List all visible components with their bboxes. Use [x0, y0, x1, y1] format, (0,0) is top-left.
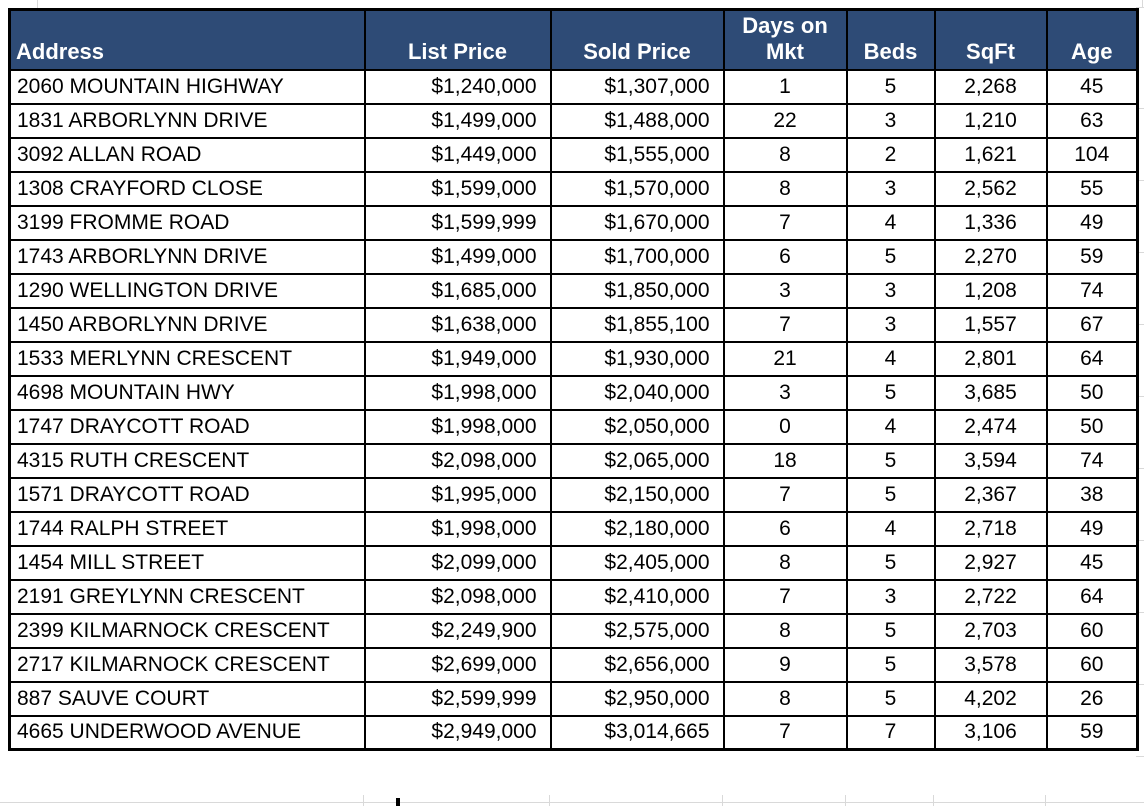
cell-address[interactable]: 887 SAUVE COURT [10, 682, 365, 716]
cell-beds[interactable]: 3 [847, 308, 935, 342]
cell-sold_price[interactable]: $2,410,000 [551, 580, 724, 614]
cell-list_price[interactable]: $1,499,000 [365, 104, 551, 138]
cell-days_on_mkt[interactable]: 18 [724, 444, 847, 478]
cell-days_on_mkt[interactable]: 9 [724, 648, 847, 682]
table-row [10, 104, 1138, 138]
spreadsheet-gridline [722, 795, 723, 806]
cell-list_price[interactable]: $1,998,000 [365, 376, 551, 410]
cell-age[interactable]: 64 [1047, 342, 1138, 376]
table-row [10, 308, 1138, 342]
cell-beds[interactable]: 5 [847, 648, 935, 682]
cell-sqft[interactable]: 3,106 [935, 716, 1047, 750]
cell-list_price[interactable]: $1,449,000 [365, 138, 551, 172]
cell-list_price[interactable]: $2,949,000 [365, 716, 551, 750]
cell-days_on_mkt[interactable]: 8 [724, 682, 847, 716]
cell-age[interactable]: 49 [1047, 206, 1138, 240]
cell-sold_price[interactable]: $1,307,000 [551, 70, 724, 104]
cell-sqft[interactable]: 3,594 [935, 444, 1047, 478]
cell-beds[interactable]: 5 [847, 546, 935, 580]
cell-list_price[interactable]: $2,098,000 [365, 580, 551, 614]
cell-beds[interactable]: 3 [847, 172, 935, 206]
cell-beds[interactable]: 5 [847, 376, 935, 410]
cell-days_on_mkt[interactable]: 8 [724, 138, 847, 172]
table-row [10, 342, 1138, 376]
cell-beds[interactable]: 5 [847, 682, 935, 716]
cell-age[interactable]: 59 [1047, 240, 1138, 274]
table-row [10, 512, 1138, 546]
cell-sold_price[interactable]: $1,670,000 [551, 206, 724, 240]
cell-sqft[interactable]: 2,722 [935, 580, 1047, 614]
cell-age[interactable]: 50 [1047, 376, 1138, 410]
cell-list_price[interactable]: $1,995,000 [365, 478, 551, 512]
cell-sqft[interactable]: 2,268 [935, 70, 1047, 104]
cell-age[interactable]: 60 [1047, 648, 1138, 682]
sold-listings-table [8, 8, 1139, 751]
column-header-address[interactable]: Address [10, 10, 365, 70]
cell-address[interactable]: 1290 WELLINGTON DRIVE [10, 274, 365, 308]
cell-age[interactable]: 45 [1047, 546, 1138, 580]
column-header-sold-price[interactable]: Sold Price [551, 10, 724, 70]
cell-list_price[interactable]: $2,599,999 [365, 682, 551, 716]
table-row [10, 70, 1138, 104]
cell-sqft[interactable]: 1,336 [935, 206, 1047, 240]
cell-address[interactable]: 1533 MERLYNN CRESCENT [10, 342, 365, 376]
cell-sqft[interactable]: 2,474 [935, 410, 1047, 444]
cell-beds[interactable]: 2 [847, 138, 935, 172]
cell-address[interactable]: 2399 KILMARNOCK CRESCENT [10, 614, 365, 648]
cell-list_price[interactable]: $1,998,000 [365, 410, 551, 444]
cell-address[interactable]: 1454 MILL STREET [10, 546, 365, 580]
table-row [10, 410, 1138, 444]
table-row [10, 240, 1138, 274]
cell-age[interactable]: 64 [1047, 580, 1138, 614]
cell-beds[interactable]: 4 [847, 410, 935, 444]
table-row [10, 648, 1138, 682]
cell-days_on_mkt[interactable]: 7 [724, 478, 847, 512]
cell-days_on_mkt[interactable]: 3 [724, 376, 847, 410]
cell-days_on_mkt[interactable]: 7 [724, 716, 847, 750]
cell-sold_price[interactable]: $2,150,000 [551, 478, 724, 512]
cell-days_on_mkt[interactable]: 21 [724, 342, 847, 376]
table-row [10, 274, 1138, 308]
table-body [10, 70, 1138, 750]
column-header-beds[interactable]: Beds [847, 10, 935, 70]
cell-beds[interactable]: 3 [847, 104, 935, 138]
cell-sqft[interactable]: 2,703 [935, 614, 1047, 648]
cell-age[interactable]: 60 [1047, 614, 1138, 648]
cell-age[interactable]: 38 [1047, 478, 1138, 512]
cell-age[interactable]: 49 [1047, 512, 1138, 546]
cell-address[interactable]: 1831 ARBORLYNN DRIVE [10, 104, 365, 138]
cell-address[interactable]: 1308 CRAYFORD CLOSE [10, 172, 365, 206]
cell-list_price[interactable]: $1,240,000 [365, 70, 551, 104]
cell-list_price[interactable]: $2,699,000 [365, 648, 551, 682]
cell-beds[interactable]: 5 [847, 444, 935, 478]
cell-days_on_mkt[interactable]: 22 [724, 104, 847, 138]
cell-age[interactable]: 50 [1047, 410, 1138, 444]
cell-address[interactable]: 4665 UNDERWOOD AVENUE [10, 716, 365, 750]
spreadsheet-gridline [845, 795, 846, 806]
cell-sqft[interactable]: 2,562 [935, 172, 1047, 206]
table-row [10, 682, 1138, 716]
cell-days_on_mkt[interactable]: 3 [724, 274, 847, 308]
cell-sold_price[interactable]: $3,014,665 [551, 716, 724, 750]
table-row [10, 444, 1138, 478]
spreadsheet-gridline [37, 0, 38, 8]
cell-sqft[interactable]: 1,621 [935, 138, 1047, 172]
cell-sqft[interactable]: 2,718 [935, 512, 1047, 546]
cell-sold_price[interactable]: $2,575,000 [551, 614, 724, 648]
cell-sold_price[interactable]: $1,850,000 [551, 274, 724, 308]
table-row [10, 716, 1138, 750]
cell-sold_price[interactable]: $1,488,000 [551, 104, 724, 138]
cell-sold_price[interactable]: $2,065,000 [551, 444, 724, 478]
cell-list_price[interactable]: $1,599,999 [365, 206, 551, 240]
cell-beds[interactable]: 7 [847, 716, 935, 750]
cell-list_price[interactable]: $1,998,000 [365, 512, 551, 546]
cell-sqft[interactable]: 1,557 [935, 308, 1047, 342]
cell-days_on_mkt[interactable]: 0 [724, 410, 847, 444]
cell-sqft[interactable]: 3,578 [935, 648, 1047, 682]
table-row [10, 206, 1138, 240]
cell-sold_price[interactable]: $2,180,000 [551, 512, 724, 546]
header-row [10, 10, 1138, 70]
table-row [10, 614, 1138, 648]
cell-address[interactable]: 2060 MOUNTAIN HIGHWAY [10, 70, 365, 104]
table-row [10, 172, 1138, 206]
partial-cell-mark [396, 798, 400, 806]
spreadsheet-gridline [933, 795, 934, 806]
table-row [10, 546, 1138, 580]
cell-age[interactable]: 55 [1047, 172, 1138, 206]
cell-days_on_mkt[interactable]: 7 [724, 580, 847, 614]
cell-days_on_mkt[interactable]: 8 [724, 546, 847, 580]
cell-sqft[interactable]: 4,202 [935, 682, 1047, 716]
cell-sold_price[interactable]: $2,405,000 [551, 546, 724, 580]
column-header-list-price[interactable]: List Price [365, 10, 551, 70]
cell-age[interactable]: 59 [1047, 716, 1138, 750]
cell-address[interactable]: 2717 KILMARNOCK CRESCENT [10, 648, 365, 682]
cell-sold_price[interactable]: $1,700,000 [551, 240, 724, 274]
cell-list_price[interactable]: $2,098,000 [365, 444, 551, 478]
cell-sold_price[interactable]: $2,656,000 [551, 648, 724, 682]
cell-list_price[interactable]: $1,499,000 [365, 240, 551, 274]
cell-address[interactable]: 3199 FROMME ROAD [10, 206, 365, 240]
cell-list_price[interactable]: $1,949,000 [365, 342, 551, 376]
cell-beds[interactable]: 4 [847, 512, 935, 546]
cell-address[interactable]: 4315 RUTH CRESCENT [10, 444, 365, 478]
cell-sold_price[interactable]: $1,570,000 [551, 172, 724, 206]
cell-age[interactable]: 104 [1047, 138, 1138, 172]
cell-address[interactable]: 1571 DRAYCOTT ROAD [10, 478, 365, 512]
cell-sqft[interactable]: 2,270 [935, 240, 1047, 274]
cell-list_price[interactable]: $1,599,000 [365, 172, 551, 206]
cell-list_price[interactable]: $2,099,000 [365, 546, 551, 580]
table-row [10, 138, 1138, 172]
cell-address[interactable]: 1743 ARBORLYNN DRIVE [10, 240, 365, 274]
spreadsheet-gridline [363, 795, 364, 806]
cell-sqft[interactable]: 2,927 [935, 546, 1047, 580]
table-row [10, 478, 1138, 512]
cell-beds[interactable]: 3 [847, 580, 935, 614]
table-row [10, 580, 1138, 614]
table-row [10, 376, 1138, 410]
cell-sold_price[interactable]: $1,555,000 [551, 138, 724, 172]
spreadsheet-gridline [549, 795, 550, 806]
cell-days_on_mkt[interactable]: 6 [724, 512, 847, 546]
cell-days_on_mkt[interactable]: 7 [724, 308, 847, 342]
cell-age[interactable]: 74 [1047, 444, 1138, 478]
cell-days_on_mkt[interactable]: 7 [724, 206, 847, 240]
cell-age[interactable]: 74 [1047, 274, 1138, 308]
cell-address[interactable]: 3092 ALLAN ROAD [10, 138, 365, 172]
cell-beds[interactable]: 5 [847, 70, 935, 104]
cell-beds[interactable]: 5 [847, 614, 935, 648]
cell-days_on_mkt[interactable]: 8 [724, 172, 847, 206]
cell-list_price[interactable]: $2,249,900 [365, 614, 551, 648]
cell-beds[interactable]: 3 [847, 274, 935, 308]
cell-beds[interactable]: 4 [847, 206, 935, 240]
column-header-days-on-mkt[interactable]: Days on Mkt [724, 10, 847, 70]
cell-sold_price[interactable]: $2,950,000 [551, 682, 724, 716]
cell-sqft[interactable]: 3,685 [935, 376, 1047, 410]
cell-sold_price[interactable]: $2,050,000 [551, 410, 724, 444]
cell-age[interactable]: 67 [1047, 308, 1138, 342]
cell-address[interactable]: 1744 RALPH STREET [10, 512, 365, 546]
cell-beds[interactable]: 5 [847, 240, 935, 274]
cell-address[interactable]: 4698 MOUNTAIN HWY [10, 376, 365, 410]
column-header-sqft[interactable]: SqFt [935, 10, 1047, 70]
table-header [10, 10, 1138, 70]
cell-address[interactable]: 1450 ARBORLYNN DRIVE [10, 308, 365, 342]
cell-sold_price[interactable]: $1,855,100 [551, 308, 724, 342]
cell-sold_price[interactable]: $2,040,000 [551, 376, 724, 410]
cell-age[interactable]: 45 [1047, 70, 1138, 104]
spreadsheet-gridline [0, 802, 1144, 803]
cell-days_on_mkt[interactable]: 6 [724, 240, 847, 274]
spreadsheet-gridline [1136, 756, 1144, 757]
cell-age[interactable]: 63 [1047, 104, 1138, 138]
cell-address[interactable]: 2191 GREYLYNN CRESCENT [10, 580, 365, 614]
cell-list_price[interactable]: $1,638,000 [365, 308, 551, 342]
cell-sqft[interactable]: 1,208 [935, 274, 1047, 308]
cell-list_price[interactable]: $1,685,000 [365, 274, 551, 308]
cell-beds[interactable]: 4 [847, 342, 935, 376]
cell-beds[interactable]: 5 [847, 478, 935, 512]
cell-sqft[interactable]: 2,801 [935, 342, 1047, 376]
column-header-age[interactable]: Age [1047, 10, 1138, 70]
cell-address[interactable]: 1747 DRAYCOTT ROAD [10, 410, 365, 444]
cell-sqft[interactable]: 1,210 [935, 104, 1047, 138]
cell-sold_price[interactable]: $1,930,000 [551, 342, 724, 376]
cell-sqft[interactable]: 2,367 [935, 478, 1047, 512]
cell-days_on_mkt[interactable]: 8 [724, 614, 847, 648]
cell-days_on_mkt[interactable]: 1 [724, 70, 847, 104]
cell-age[interactable]: 26 [1047, 682, 1138, 716]
spreadsheet-gridline [1045, 795, 1046, 806]
